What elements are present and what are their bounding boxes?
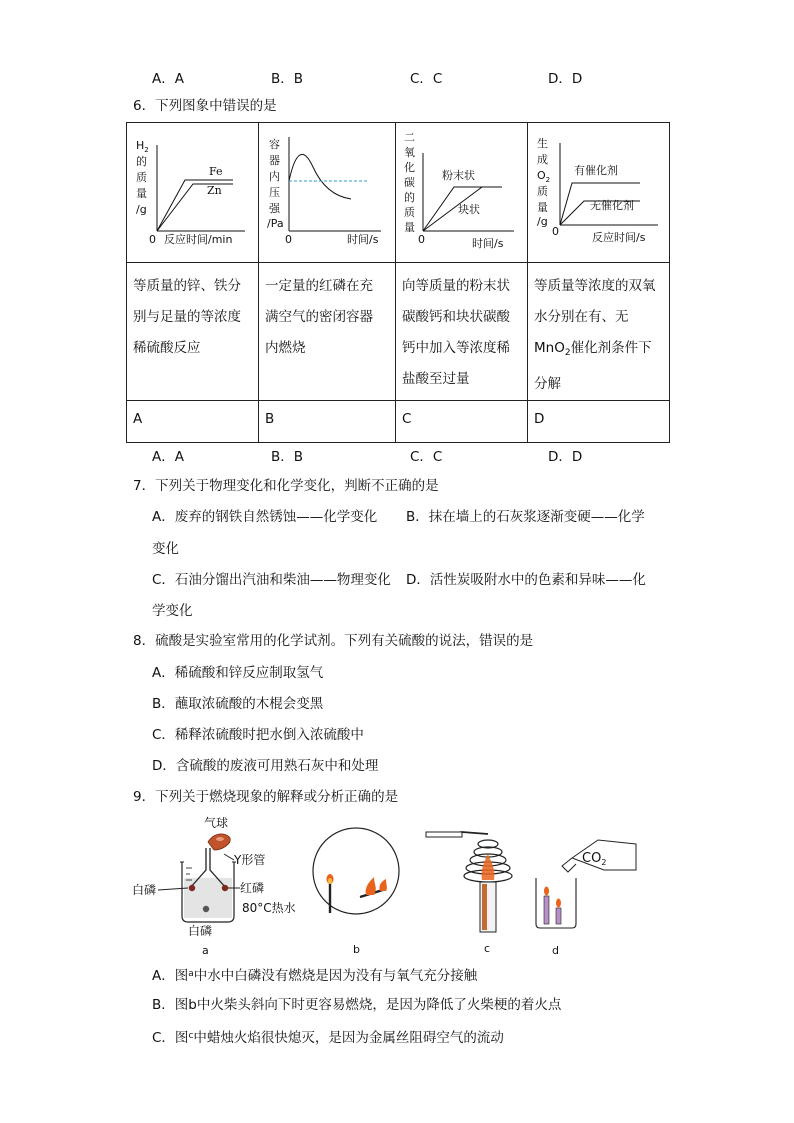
q8-option-a[interactable]: A．稀硫酸和锌反应制取氢气 bbox=[152, 665, 324, 681]
graph-c-ylabel-2: 氧 bbox=[404, 146, 415, 159]
graph-d-catalyst-label: 有催化剂 bbox=[574, 164, 618, 177]
label-c: C bbox=[396, 401, 528, 443]
fig-a-white-p-bottom bbox=[203, 906, 209, 912]
fig-d-bottle-neck bbox=[562, 858, 576, 872]
graph-b-cell bbox=[259, 123, 396, 263]
graph-a-ylabel-2: 的 bbox=[136, 155, 147, 168]
fig-d-short-flame bbox=[556, 899, 561, 908]
desc-a: 等质量的锌、铁分 别与足量的等浓度 稀硫酸反应 bbox=[127, 263, 259, 401]
graph-a-line-zn-label: Zn bbox=[207, 184, 222, 197]
graph-a-ylabel-1: $H_2$ bbox=[136, 139, 149, 154]
label-a: A bbox=[127, 401, 259, 443]
graph-a-xlabel: 反应时间/min bbox=[164, 233, 233, 246]
graph-c-ylabel-1: 二 bbox=[404, 131, 415, 144]
fig-a-hot-water-label: 80°C热水 bbox=[242, 901, 296, 915]
q5-option-c[interactable]: C．C bbox=[410, 71, 443, 87]
q9-option-c[interactable]: C．图$^c$中蜡烛火焰很快熄灭，是因为金属丝阻碍空气的流动 bbox=[152, 1030, 504, 1046]
graph-c-xlabel: 时间/s bbox=[472, 237, 504, 250]
fig-a-balloon-label: 气球 bbox=[204, 816, 229, 830]
graph-d-cell bbox=[528, 123, 670, 263]
fig-d-gas-label: $CO_2$ bbox=[582, 851, 607, 867]
fig-a-white-p-left bbox=[189, 885, 195, 891]
graph-c-ylabel-5: 的 bbox=[404, 191, 415, 204]
graph-a-ylabel-5: /g bbox=[136, 203, 147, 216]
graph-b-ylabel-1: 容 bbox=[269, 138, 280, 151]
graph-b-origin: 0 bbox=[285, 233, 292, 246]
graph-a-ylabel-4: 量 bbox=[136, 187, 147, 200]
fig-d-tall-candle bbox=[544, 896, 549, 924]
q8-option-b[interactable]: B．蘸取浓硫酸的木棍会变黑 bbox=[152, 696, 324, 712]
q7-option-a[interactable]: A．废弃的钢铁自然锈蚀——化学变化 bbox=[152, 509, 378, 525]
q5-option-a[interactable]: A．A bbox=[152, 71, 184, 87]
label-b: B bbox=[259, 401, 396, 443]
graph-d-ylabel-3: $O_2$ bbox=[537, 169, 551, 184]
q7-option-d[interactable]: D．活性炭吸附水中的色素和异味——化 bbox=[406, 572, 646, 588]
q7-stem: 7．下列关于物理变化和化学变化，判断不正确的是 bbox=[133, 478, 439, 494]
q5-option-b[interactable]: B．B bbox=[271, 71, 304, 87]
q6-option-d[interactable]: D．D bbox=[548, 449, 583, 465]
q9-option-a[interactable]: A．图$^a$中水中白磷没有燃烧是因为没有与氧气充分接触 bbox=[152, 968, 478, 984]
graph-b-ylabel-2: 器 bbox=[269, 154, 280, 167]
q6-option-b[interactable]: B．B bbox=[271, 449, 304, 465]
graph-d bbox=[528, 123, 670, 258]
graph-c-ylabel-6: 质 bbox=[404, 206, 415, 219]
fig-c-handle bbox=[426, 832, 462, 837]
graph-c-origin: 0 bbox=[418, 233, 425, 246]
fig-a-red-p-label: 红磷 bbox=[240, 881, 265, 895]
fig-c-candle-shade bbox=[482, 884, 487, 930]
fig-a-ytube-label: Y形管 bbox=[234, 853, 266, 867]
fig-d-tall-flame bbox=[544, 887, 549, 896]
fig-d-caption: d bbox=[552, 944, 559, 957]
desc-d: 等质量等浓度的双氧 水分别在有、无 MnO$_2$催化剂条件下 分解 bbox=[528, 263, 670, 401]
graph-c-ylabel-4: 碳 bbox=[404, 176, 415, 189]
q5-option-d[interactable]: D．D bbox=[548, 71, 583, 87]
fig-b-circle bbox=[313, 828, 399, 914]
q6-option-a[interactable]: A．A bbox=[152, 449, 184, 465]
fig-a-caption: a bbox=[202, 944, 209, 957]
label-d: D bbox=[528, 401, 670, 443]
fig-b-caption: b bbox=[353, 943, 360, 956]
graph-c-cell bbox=[396, 123, 528, 263]
graph-d-no-catalyst-label: 无催化剂 bbox=[590, 199, 634, 212]
q9-figure-a bbox=[128, 812, 303, 958]
desc-c: 向等质量的粉末状 碳酸钙和块状碳酸 钙中加入等浓度稀 盐酸至过量 bbox=[396, 263, 528, 401]
graph-a-line-fe-label: Fe bbox=[209, 165, 223, 178]
fig-a-white-p-bottom-label: 白磷 bbox=[188, 924, 213, 938]
graph-d-ylabel-5: 量 bbox=[537, 201, 548, 214]
graph-b bbox=[259, 123, 396, 258]
q7-option-b[interactable]: B．抹在墙上的石灰浆逐渐变硬——化学 bbox=[406, 509, 645, 525]
q8-stem: 8．硫酸是实验室常用的化学试剂。下列有关硫酸的说法，错误的是 bbox=[133, 633, 534, 649]
graph-d-ylabel-1: 生 bbox=[537, 137, 548, 150]
q9-option-b[interactable]: B．图b中火柴头斜向下时更容易燃烧，是因为降低了火柴梗的着火点 bbox=[152, 997, 562, 1013]
graph-b-ylabel-6: /Pa bbox=[267, 217, 284, 230]
fig-a-balloon-highlight bbox=[216, 837, 224, 841]
graph-b-ylabel-3: 内 bbox=[269, 170, 280, 183]
graph-c-ylabel-7: 量 bbox=[404, 221, 415, 234]
fig-a-white-p-left-label: 白磷 bbox=[132, 883, 157, 897]
fig-c-flame bbox=[482, 854, 495, 880]
graph-c bbox=[396, 123, 528, 258]
fig-a-red-p bbox=[222, 885, 228, 891]
q6-table bbox=[126, 122, 670, 443]
graph-a bbox=[127, 123, 259, 258]
q9-figure-d bbox=[532, 836, 642, 958]
graph-d-ylabel-4: 质 bbox=[537, 185, 548, 198]
q9-figure-c bbox=[422, 814, 542, 958]
fig-a-white-p-pointer bbox=[158, 888, 188, 890]
fig-c-caption: c bbox=[484, 942, 491, 955]
fig-b-flame-tilted bbox=[366, 877, 376, 895]
q7-option-d-cont: 学变化 bbox=[152, 603, 193, 619]
fig-b-flame-upright-core bbox=[328, 878, 332, 884]
graph-d-xlabel: 反应时间/s bbox=[592, 231, 646, 244]
desc-b: 一定量的红磷在充 满空气的密闭容器 内燃烧 bbox=[259, 263, 396, 401]
graph-d-origin: 0 bbox=[552, 225, 559, 238]
graph-d-ylabel-2: 成 bbox=[537, 153, 548, 166]
graph-a-origin: 0 bbox=[149, 233, 156, 246]
q6-stem: 6．下列图象中错误的是 bbox=[133, 98, 277, 114]
fig-d-short-candle bbox=[556, 908, 561, 924]
q8-option-d[interactable]: D．含硫酸的废液可用熟石灰中和处理 bbox=[152, 758, 379, 774]
q7-option-b-cont: 变化 bbox=[152, 541, 179, 557]
graph-c-lump-label: 块状 bbox=[458, 203, 480, 216]
q9-figure-b bbox=[308, 823, 404, 958]
graph-d-ylabel-6: /g bbox=[537, 215, 548, 228]
graph-a-cell bbox=[127, 123, 259, 263]
q9-stem: 9．下列关于燃烧现象的解释或分析正确的是 bbox=[133, 789, 399, 805]
graph-b-ylabel-5: 强 bbox=[269, 202, 280, 215]
graph-a-ylabel-3: 质 bbox=[136, 171, 147, 184]
fig-b-flame-tilted-2 bbox=[379, 879, 386, 891]
q6-option-c[interactable]: C．C bbox=[410, 449, 443, 465]
graph-b-xlabel: 时间/s bbox=[347, 233, 379, 246]
q7-option-c[interactable]: C．石油分馏出汽油和柴油——物理变化 bbox=[152, 572, 391, 588]
q8-option-c[interactable]: C．稀释浓硫酸时把水倒入浓硫酸中 bbox=[152, 727, 364, 743]
fig-a-ytube-pointer bbox=[224, 854, 234, 860]
graph-c-powder-label: 粉末状 bbox=[442, 169, 475, 182]
graph-c-ylabel-3: 化 bbox=[404, 161, 415, 174]
fig-a-water bbox=[184, 878, 232, 918]
graph-b-pressure-curve bbox=[289, 154, 351, 199]
graph-b-ylabel-4: 压 bbox=[269, 186, 280, 199]
fig-a-balloon bbox=[208, 834, 230, 850]
